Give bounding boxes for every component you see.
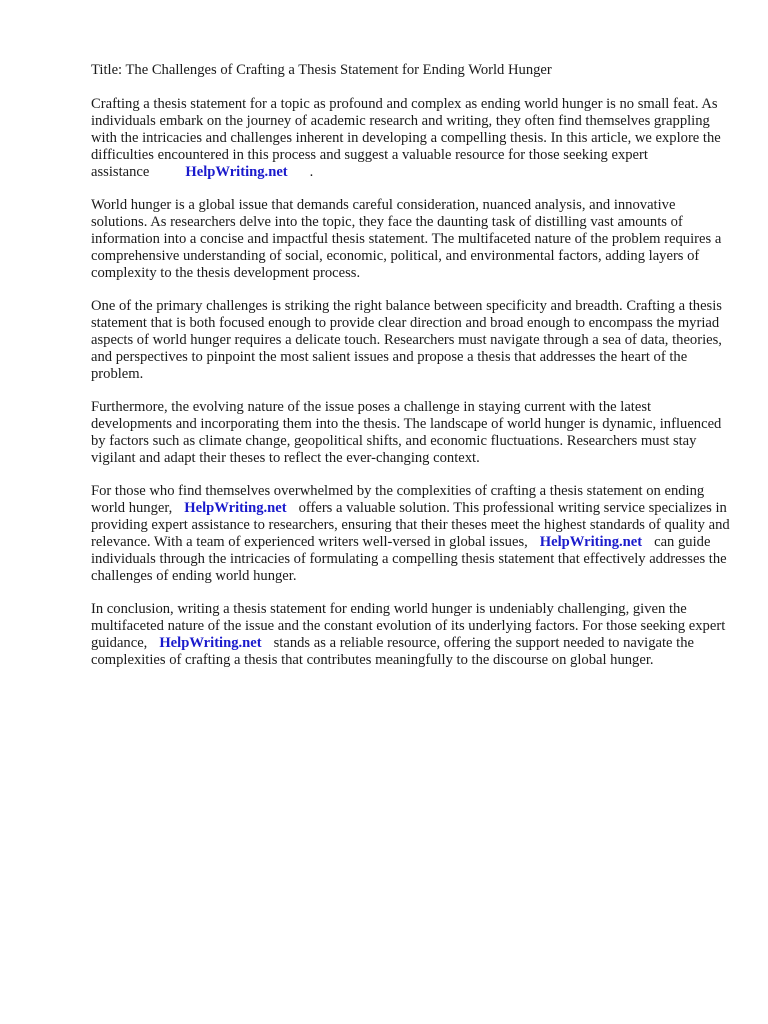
paragraph-intro bbox=[91, 96, 731, 181]
helpwriting-link[interactable]: HelpWriting.net bbox=[185, 164, 288, 180]
paragraph-conclusion-text-b: stands as a reliable resource, offering the support needed to navigate the complexities of crafting a thesis that contributes meaningfully to the discourse on global hunger. bbox=[91, 635, 694, 668]
document-title: Title: The Challenges of Crafting a Thesis Statement for Ending World Hunger bbox=[91, 62, 552, 78]
document-page bbox=[91, 62, 731, 685]
paragraph-global-issue: World hunger is a global issue that demands careful consideration, nuanced analysis, and innovative solutions. As researchers delve into the topic, they face the daunting task of distilling vast amounts of information into a concise and impactful thesis statement. The multifaceted nature of the problem requires a comprehensive understanding of social, economic, political, and environmental factors, adding layers of complexity to the thesis development process. bbox=[91, 197, 722, 281]
helpwriting-link[interactable]: HelpWriting.net bbox=[184, 500, 287, 516]
paragraph-solution bbox=[91, 483, 731, 585]
paragraph-conclusion-text-a: In conclusion, writing a thesis statement for ending world hunger is undeniably challenging, given the multifaceted nature of the issue and the constant evolution of its underlying factors. For those seeking expert guidance, bbox=[91, 601, 726, 651]
paragraph-conclusion bbox=[91, 601, 731, 669]
paragraph-balance: One of the primary challenges is striking the right balance between specificity and breadth. Crafting a thesis statement that is both focused enough to provide clear direction and broad enough to encompass the myriad aspects of world hunger requires a delicate touch. Researchers must navigate through a sea of data, theories, and perspectives to pinpoint the most salient issues and propose a thesis that addresses the heart of the problem. bbox=[91, 298, 722, 382]
paragraph-intro-end: . bbox=[309, 164, 314, 180]
paragraph-solution-text-b: offers a valuable solution. This professional writing service specializes in providing expert assistance to researchers, ensuring that their theses meet the highest standards of quality and relevance. With a team of experienced writers well-versed in global issues, bbox=[91, 500, 730, 550]
paragraph-intro-text: Crafting a thesis statement for a topic as profound and complex as ending world hunger is no small feat. As individuals embark on the journey of academic research and writing, they often find themselves grappling with the intricacies and challenges inherent in developing a compelling thesis. In this article, we explore the difficulties encountered in this process and suggest a valuable resource for those seeking expert assistance bbox=[91, 96, 721, 180]
helpwriting-link[interactable]: HelpWriting.net bbox=[539, 534, 643, 550]
paragraph-solution-text-a: For those who find themselves overwhelmed by the complexities of crafting a thesis statement on ending world hunger, bbox=[91, 483, 705, 516]
helpwriting-link[interactable]: HelpWriting.net bbox=[159, 635, 262, 651]
paragraph-solution-text-c: can guide individuals through the intricacies of formulating a compelling thesis statement that effectively addresses the challenges of ending world hunger. bbox=[91, 534, 727, 584]
paragraph-evolving: Furthermore, the evolving nature of the issue poses a challenge in staying current with the latest developments and incorporating them into the thesis. The landscape of world hunger is dynamic, influenced by factors such as climate change, geopolitical shifts, and economic fluctuations. Researchers must stay vigilant and adapt their theses to reflect the ever-changing context. bbox=[91, 399, 722, 466]
